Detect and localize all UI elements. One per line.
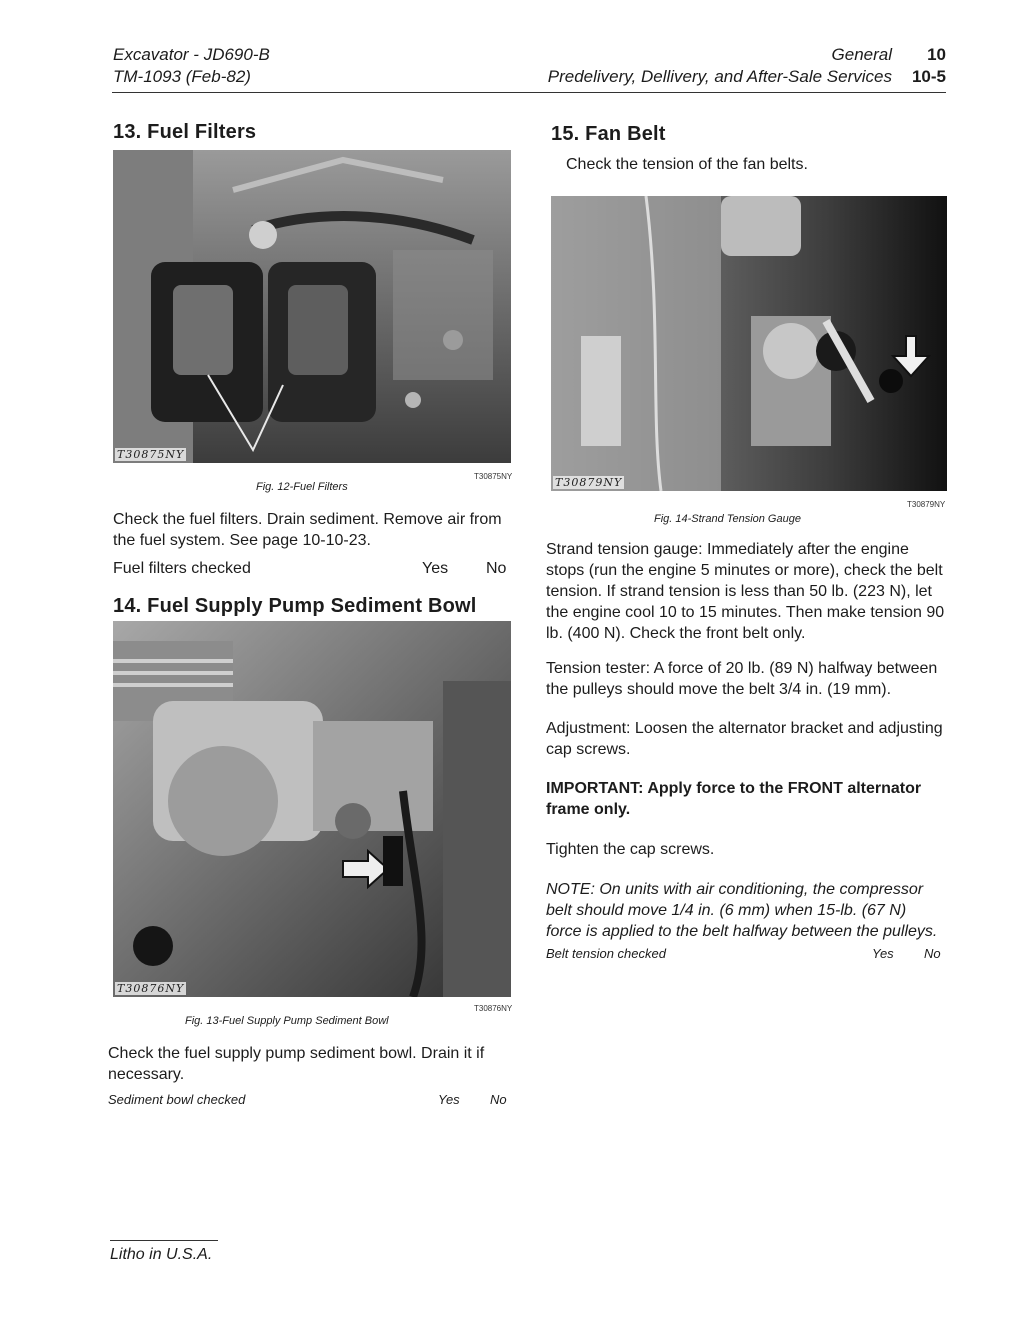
fuel-filters-yes[interactable]: Yes <box>422 560 449 577</box>
tension-gauge-photo <box>551 196 947 491</box>
fig-13-code: T30876NY <box>474 1004 513 1013</box>
section-14-text: Check the fuel supply pump sediment bowl. Drain it if necessary. <box>108 1045 485 1083</box>
section-15-important: IMPORTANT: Apply force to the FRONT alternator frame only. <box>546 780 922 818</box>
belt-tension-yes[interactable]: Yes <box>872 946 894 961</box>
section-15-title: 15. Fan Belt <box>551 123 666 145</box>
section-15-para-tighten: Tighten the cap screws. <box>546 841 715 858</box>
section-13-title: 13. Fuel Filters <box>113 121 257 143</box>
sediment-bowl-no[interactable]: No <box>490 1092 507 1107</box>
header-page-number: 10-5 <box>911 67 946 86</box>
belt-tension-check-label: Belt tension checked <box>546 946 666 961</box>
section-15-para-tension-tester: Tension tester: A force of 20 lb. (89 N) halfway between the pulleys should move the belt 3/4 in. (19 mm). <box>546 660 938 698</box>
fig-12-code: T30875NY <box>474 472 513 481</box>
section-15-para-adjustment: Adjustment: Loosen the alternator bracket and adjusting cap screws. <box>546 720 943 758</box>
fuel-filters-no[interactable]: No <box>486 560 507 577</box>
sediment-bowl-photo <box>113 621 511 997</box>
header-rule <box>112 92 946 93</box>
fuel-filters-photo-stamp: T30875NY <box>117 448 185 461</box>
header-section-number: 10 <box>927 45 946 64</box>
fig-14-caption: Fig. 14-Strand Tension Gauge <box>654 513 801 525</box>
tension-gauge-photo-stamp: T30879NY <box>555 476 623 489</box>
section-15-intro: Check the tension of the fan belts. <box>566 156 808 173</box>
belt-tension-no[interactable]: No <box>924 946 941 961</box>
sediment-bowl-photo-stamp: T30876NY <box>117 982 185 995</box>
header-section-name: General <box>831 45 892 64</box>
footer-litho: Litho in U.S.A. <box>110 1246 213 1263</box>
fuel-filters-photo <box>113 150 511 463</box>
fig-12-caption: Fig. 12-Fuel Filters <box>256 481 348 493</box>
header-model: Excavator - JD690-B <box>113 45 270 64</box>
footer-rule <box>110 1240 218 1241</box>
section-15-para-strand-gauge: Strand tension gauge: Immediately after the engine stops (run the engine 5 minutes or more), check the belt tension. If strand tension is less than 50 lb. (223 N), let the engine cool 10 to 15 minutes. Then make tension 90 lb. (400 N). Check the front belt only. <box>546 541 945 642</box>
section-13-text: Check the fuel filters. Drain sediment. Remove air from the fuel system. See page 10-10-23. <box>113 511 502 549</box>
note-label: NOTE: <box>546 881 595 898</box>
note-text: On units with air conditioning, the compressor belt should move 1/4 in. (6 mm) when 15-lb. (67 N) force is applied to the belt halfway between the pulleys. <box>546 881 938 940</box>
header-manual-id: TM-1093 (Feb-82) <box>113 67 251 86</box>
sediment-bowl-yes[interactable]: Yes <box>438 1092 460 1107</box>
section-15-note <box>546 879 946 942</box>
fuel-filters-check-label: Fuel filters checked <box>113 560 251 577</box>
fig-13-caption: Fig. 13-Fuel Supply Pump Sediment Bowl <box>185 1015 389 1027</box>
header-group-name: Predelivery, Dellivery, and After-Sale Services <box>547 67 892 86</box>
section-14-title: 14. Fuel Supply Pump Sediment Bowl <box>113 595 477 617</box>
sediment-bowl-check-label: Sediment bowl checked <box>108 1092 246 1107</box>
fig-14-code: T30879NY <box>907 500 946 509</box>
